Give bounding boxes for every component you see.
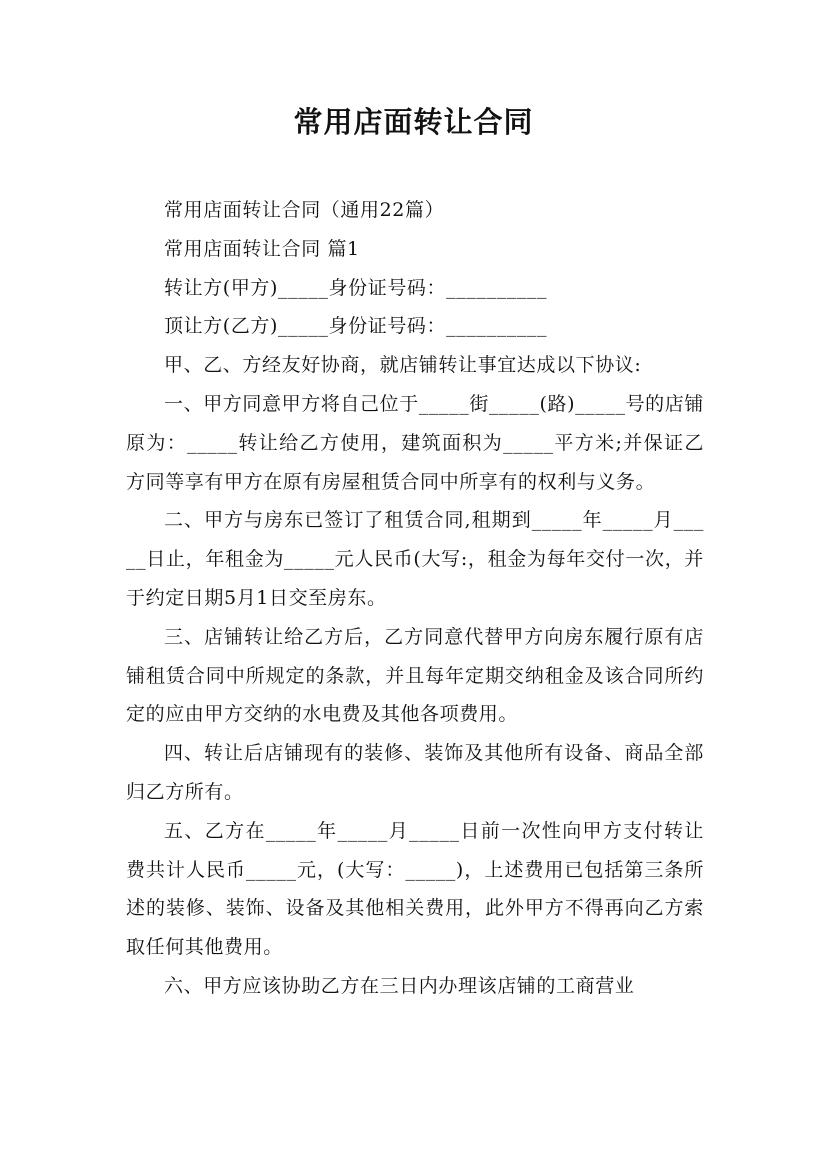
paragraph-subtitle: 常用店面转让合同（通用22篇） xyxy=(164,199,445,221)
paragraph-heading: 常用店面转让合同 篇1 xyxy=(164,237,360,260)
paragraph-party-b: 顶让方(乙方)_____身份证号码：__________ xyxy=(164,315,548,338)
document-body xyxy=(126,191,704,1006)
paragraph-clause-3: 三、店铺转让给乙方后，乙方同意代替甲方向房东履行原有店铺租赁合同中所规定的条款，并且每年定期交纳租金及该合同所约定的应由甲方交纳的水电费及其他各项费用。 xyxy=(126,625,704,726)
paragraph-intro: 甲、乙、方经友好协商，就店铺转让事宜达成以下协议: xyxy=(164,354,642,377)
paragraph-clause-5: 五、乙方在_____年_____月_____日前一次性向甲方支付转让费共计人民币_____元，(大写：_____)，上述费用已包括第三条所述的装修、装饰、设备及其他相关费用，此外甲方不得再向乙方索取任何其他费用。 xyxy=(126,819,704,959)
paragraph-clause-4: 四、转让后店铺现有的装修、装饰及其他所有设备、商品全部归乙方所有。 xyxy=(126,742,704,803)
paragraph-clause-6: 六、甲方应该协助乙方在三日内办理该店铺的工商营业 xyxy=(164,974,635,997)
document-title: 常用店面转让合同 xyxy=(293,105,534,139)
paragraph-party-a: 转让方(甲方)_____身份证号码：__________ xyxy=(164,276,548,299)
paragraph-clause-2: 二、甲方与房东已签订了租赁合同,租期到_____年_____月_____日止，年租金为_____元人民币(大写:，租金为每年交付一次，并于约定日期5月1日交至房东。 xyxy=(126,509,704,609)
paragraph-clause-1: 一、甲方同意甲方将自己位于_____街_____(路)_____号的店铺原为：_____转让给乙方使用，建筑面积为_____平方米;并保证乙方同等享有甲方在原有房屋租赁合同中所享有的权利与义务。 xyxy=(126,392,704,493)
